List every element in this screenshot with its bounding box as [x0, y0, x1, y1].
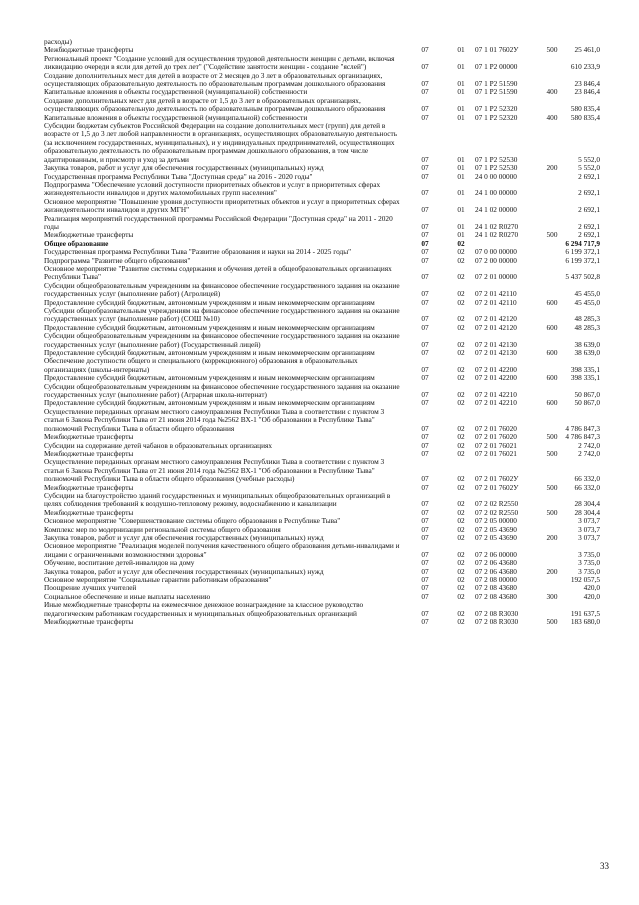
- row-expense-type: [541, 181, 563, 198]
- row-section: 07: [421, 558, 429, 568]
- row-name: Предоставление субсидий бюджетным, автономным учреждениям и иным некоммерческим организациям: [44, 398, 375, 408]
- row-amount: 2 692,1: [578, 205, 600, 215]
- row-target-article: 07 2 01 42200: [475, 364, 517, 374]
- row-amount: 580 835,4: [570, 104, 600, 114]
- row-name: Межбюджетные трансферты: [44, 230, 134, 240]
- row-expense-type: [541, 198, 563, 215]
- row-name: Основное мероприятие "Социальные гарантии работникам образования": [44, 575, 272, 584]
- row-section: 07: [421, 532, 429, 542]
- row-target-article: 07 2 08 43680: [475, 591, 517, 601]
- row-name: Межбюджетные трансферты: [44, 432, 134, 442]
- budget-document: [44, 38, 600, 626]
- row-target-article: 07 2 00 00000: [475, 255, 517, 265]
- row-target-article: 07 2 01 7602У: [475, 482, 519, 492]
- row-expense-type: 300: [546, 591, 558, 601]
- row-section: 07: [421, 339, 429, 349]
- row-name: Обеспечение доступности общего и специального (коррекционного) образования в образовательных организациях (школы-интернаты): [44, 356, 358, 374]
- row-target-article: 07 2 08 00000: [475, 575, 517, 584]
- row-section: 07: [421, 314, 429, 324]
- row-section: 07: [421, 390, 429, 400]
- row-section: 07: [421, 591, 429, 601]
- row-section: 07: [421, 79, 429, 89]
- row-section: 07: [421, 163, 429, 173]
- row-amount: 66 332,0: [574, 474, 600, 484]
- table-row: [44, 383, 600, 400]
- row-subsection: 02: [457, 583, 465, 593]
- row-amount: 50 867,0: [574, 390, 600, 400]
- row-target-article: 24 1 00 00000: [475, 188, 517, 198]
- row-target-article: 07 2 08 R3030: [475, 617, 519, 627]
- row-amount: 2 742,0: [578, 448, 600, 458]
- row-amount: 2 692,1: [578, 188, 600, 198]
- row-name: Осуществление переданных органам местного самоуправления Республики Тыва в соответствии с пунктом 3 статьи 6 Закона Республики Тыва от 21 июня 2014 года №2562 ВХ-1 "Об образовании в Республике Тыва" полномочий Республики Тыва в области общего образования (учебные расходы): [44, 457, 385, 484]
- row-target-article: 07 2 01 42210: [475, 398, 517, 408]
- row-expense-type: [541, 97, 563, 114]
- row-amount: 6 199 372,1: [565, 247, 600, 257]
- row-target-article: 07 2 05 43690: [475, 524, 517, 534]
- row-expense-type: 500: [546, 448, 558, 458]
- row-section: 07: [421, 297, 429, 307]
- row-name: Закупка товаров, работ и услуг для обеспечения государственных (муниципальных) нужд: [44, 532, 324, 542]
- row-target-article: 07 2 01 00000: [475, 272, 517, 282]
- row-target-article: 07 2 01 42130: [475, 339, 517, 349]
- row-section: 07: [421, 448, 429, 458]
- row-section: 07: [421, 255, 429, 265]
- row-expense-type: 600: [546, 297, 558, 307]
- row-expense-type: [541, 282, 563, 299]
- row-subsection: 02: [457, 398, 465, 408]
- row-target-article: 07 2 06 00000: [475, 549, 517, 559]
- row-expense-type: [541, 122, 563, 164]
- row-amount: 191 637,5: [570, 608, 600, 618]
- row-amount: 48 285,3: [574, 314, 600, 324]
- row-amount: 28 304,4: [574, 507, 600, 517]
- row-expense-type: [541, 257, 563, 265]
- row-target-article: 07 2 01 42200: [475, 373, 517, 383]
- row-target-article: 07 2 05 00000: [475, 516, 517, 526]
- row-expense-type: 200: [546, 163, 558, 173]
- row-expense-type: 600: [546, 348, 558, 358]
- row-name: Комплекс мер по модернизации региональной системы общего образования: [44, 524, 281, 534]
- row-section: 07: [421, 230, 429, 240]
- row-section: 07: [421, 104, 429, 114]
- row-target-article: 07 1 P2 52320: [475, 104, 518, 114]
- table-row: [44, 332, 600, 349]
- row-expense-type: 400: [546, 112, 558, 122]
- row-expense-type: [541, 357, 563, 374]
- row-section: 07: [421, 322, 429, 332]
- table-row: [44, 492, 600, 509]
- row-amount: 3 073,7: [578, 524, 600, 534]
- row-amount: 5 552,0: [578, 154, 600, 164]
- row-target-article: 07 2 01 7602У: [475, 474, 519, 484]
- row-amount: 23 846,4: [574, 87, 600, 97]
- row-subsection: 02: [457, 272, 465, 282]
- row-subsection: 01: [457, 221, 465, 231]
- row-name: Межбюджетные трансферты: [44, 617, 134, 627]
- row-subsection: 01: [457, 62, 465, 72]
- row-subsection: 02: [457, 549, 465, 559]
- row-amount: 420,0: [583, 591, 600, 601]
- row-subsection: 02: [457, 348, 465, 358]
- row-amount: 2 692,1: [578, 221, 600, 231]
- row-name: Подпрограмма "Развитие общего образования": [44, 255, 191, 265]
- row-subsection: 02: [457, 423, 465, 433]
- budget-table: [44, 38, 600, 626]
- row-name: Субсидии общеобразовательным учреждениям на финансовое обеспечение государственного задания на оказание государственных услуг (выполнение работ) (Аграрная школа-интернат): [44, 381, 400, 400]
- row-subsection: 01: [457, 230, 465, 240]
- row-target-article: 07 2 01 76021: [475, 448, 517, 458]
- row-expense-type: [541, 173, 563, 181]
- row-expense-type: 500: [546, 507, 558, 517]
- row-section: 07: [421, 398, 429, 408]
- row-expense-type: [541, 55, 563, 72]
- row-subsection: 01: [457, 112, 465, 122]
- row-target-article: 07 2 05 43690: [475, 532, 517, 542]
- row-expense-type: [541, 458, 563, 483]
- row-amount: 48 285,3: [574, 322, 600, 332]
- row-expense-type: 500: [546, 617, 558, 627]
- row-target-article: 07 2 01 42120: [475, 322, 517, 332]
- row-name: Межбюджетные трансферты: [44, 482, 134, 492]
- row-name: Основное мероприятие "Реализация моделей получения качественного общего образования детьми-инвалидами и лицами с ограниченными возможностями здоровья": [44, 541, 400, 559]
- row-section: 07: [421, 364, 429, 374]
- row-subsection: 01: [457, 104, 465, 114]
- row-amount: 3 735,0: [578, 566, 600, 576]
- row-target-article: 07 2 01 76020: [475, 432, 517, 442]
- row-section: 07: [421, 45, 429, 55]
- row-expense-type: 500: [546, 45, 558, 55]
- row-subsection: 02: [457, 390, 465, 400]
- row-expense-type: [541, 240, 563, 248]
- row-amount: 6 294 717,9: [565, 238, 600, 248]
- row-subsection: 02: [457, 364, 465, 374]
- row-target-article: 07 2 01 42110: [475, 289, 517, 299]
- row-amount: 25 461,0: [574, 45, 600, 55]
- row-name: Межбюджетные трансферты: [44, 507, 134, 517]
- table-row: [44, 181, 600, 198]
- row-expense-type: [541, 307, 563, 324]
- row-subsection: 02: [457, 591, 465, 601]
- row-amount: 38 639,0: [574, 348, 600, 358]
- row-name: Межбюджетные трансферты: [44, 45, 134, 55]
- row-target-article: 07 0 00 00000: [475, 247, 517, 257]
- table-row: [44, 231, 600, 239]
- row-target-article: 07 1 P2 52530: [475, 154, 518, 164]
- page-number: 33: [600, 861, 609, 871]
- row-amount: 38 639,0: [574, 339, 600, 349]
- row-name: Иные межбюджетные трансферты на ежемесячное денежное вознаграждение за классное руководство педагогическим работникам государственных и муниципальных общеобразовательных организаций: [44, 600, 364, 618]
- row-section: 07: [421, 583, 429, 593]
- row-target-article: 07 1 P2 51590: [475, 87, 518, 97]
- row-target-article: 07 1 01 7602У: [475, 45, 519, 55]
- row-amount: 3 735,0: [578, 549, 600, 559]
- row-subsection: 02: [457, 314, 465, 324]
- row-expense-type: 500: [546, 230, 558, 240]
- row-name: Субсидии бюджетам субъектов Российской Федерации на создание дополнительных мест (групп) для детей в возрасте от 1,5 до 3 лет любой направленности в организациях, осуществляющих образовательную деятельность (за исключением государственных, муниципальных), и у индивидуальных предпринимателей, осуществляющих образовательную деятельность по образовательным программам дошкольного образования, в том числе адаптированным, и присмотр и уход за детьми: [44, 121, 398, 164]
- row-target-article: 07 2 02 R2550: [475, 507, 519, 517]
- row-expense-type: 200: [546, 532, 558, 542]
- row-name: Субсидии общеобразовательным учреждениям на финансовое обеспечение государственного задания на оказание государственных услуг (выполнение работ) (Агролицей): [44, 280, 400, 299]
- row-amount: 610 233,9: [570, 62, 600, 72]
- row-subsection: 02: [457, 516, 465, 526]
- row-amount: 50 867,0: [574, 398, 600, 408]
- row-amount: 45 455,0: [574, 289, 600, 299]
- table-row: [44, 282, 600, 299]
- row-amount: 5 552,0: [578, 163, 600, 173]
- row-subsection: 02: [457, 339, 465, 349]
- row-amount: 28 304,4: [574, 499, 600, 509]
- table-row: [44, 215, 600, 232]
- row-name: Предоставление субсидий бюджетным, автономным учреждениям и иным некоммерческим организациям: [44, 322, 375, 332]
- row-amount: 580 835,4: [570, 112, 600, 122]
- row-expense-type: [541, 265, 563, 282]
- row-amount: 5 437 502,8: [565, 272, 600, 282]
- row-name: Субсидии общеобразовательным учреждениям на финансовое обеспечение государственного задания на оказание государственных услуг (выполнение работ) (Государственный лицей): [44, 331, 400, 349]
- row-subsection: 02: [457, 474, 465, 484]
- row-expense-type: 200: [546, 566, 558, 576]
- table-row: [44, 458, 600, 483]
- table-row: [44, 55, 600, 72]
- row-expense-type: 600: [546, 398, 558, 408]
- row-subsection: 02: [457, 575, 465, 584]
- table-row: [44, 265, 600, 282]
- row-section: 07: [421, 205, 429, 215]
- table-row: [44, 542, 600, 559]
- row-expense-type: 600: [546, 373, 558, 383]
- row-target-article: 24 1 02 R0270: [475, 221, 519, 231]
- row-name: Основное мероприятие "Повышение уровня доступности приоритетных объектов и услуг в приоритетных сферах жизнедеятельности инвалидов и других МГН": [44, 196, 400, 215]
- row-name: расходы): [44, 37, 72, 46]
- row-subsection: 01: [457, 79, 465, 89]
- row-section: 07: [421, 575, 429, 584]
- row-target-article: 07 2 01 42110: [475, 297, 517, 307]
- row-target-article: 07 2 01 76020: [475, 423, 517, 433]
- row-subsection: 02: [457, 440, 465, 450]
- row-section: 07: [421, 272, 429, 282]
- row-name: Основное мероприятие "Совершенствование системы общего образования в Республике Тыва": [44, 516, 341, 526]
- row-amount: 2 742,0: [578, 440, 600, 450]
- row-subsection: 02: [457, 617, 465, 627]
- row-expense-type: [541, 215, 563, 232]
- row-target-article: 07 2 01 42120: [475, 314, 517, 324]
- row-expense-type: 500: [546, 432, 558, 442]
- table-row: [44, 198, 600, 215]
- row-subsection: 01: [457, 163, 465, 173]
- row-target-article: 07 1 P2 52530: [475, 163, 518, 173]
- row-amount: 6 199 372,1: [565, 255, 600, 265]
- row-target-article: 24 0 00 00000: [475, 171, 517, 181]
- row-name: Закупка товаров, работ и услуг для обеспечения государственных (муниципальных) нужд: [44, 566, 324, 576]
- row-target-article: 07 1 P2 51590: [475, 79, 518, 89]
- row-subsection: 01: [457, 87, 465, 97]
- row-name: Субсидии на содержание детей чабанов в образовательных организациях: [44, 440, 272, 450]
- row-expense-type: 400: [546, 87, 558, 97]
- row-subsection: 01: [457, 171, 465, 181]
- row-expense-type: [541, 72, 563, 89]
- row-amount: 4 786 847,3: [565, 432, 600, 442]
- row-section: 07: [421, 440, 429, 450]
- row-name: Социальное обеспечение и иные выплаты населению: [44, 591, 211, 601]
- table-row: [44, 97, 600, 114]
- row-expense-type: [541, 542, 563, 559]
- row-name: Поощрение лучших учителей: [44, 583, 137, 593]
- row-target-article: 07 2 06 43680: [475, 566, 517, 576]
- row-amount: 420,0: [583, 583, 600, 593]
- row-section: 07: [421, 507, 429, 517]
- row-expense-type: [541, 332, 563, 349]
- table-row: [44, 72, 600, 89]
- row-subsection: 02: [457, 608, 465, 618]
- row-section: 07: [421, 516, 429, 526]
- row-target-article: 07 2 08 R3030: [475, 608, 519, 618]
- row-expense-type: [541, 248, 563, 256]
- row-target-article: 24 1 02 R0270: [475, 230, 519, 240]
- row-amount: 192 057,5: [570, 575, 600, 584]
- row-section: 07: [421, 373, 429, 383]
- row-amount: 398 335,1: [570, 373, 600, 383]
- row-section: 07: [421, 348, 429, 358]
- row-name: Осуществление переданных органам местного самоуправления Республики Тыва в соответствии с пунктом 3 статьи 6 Закона Республики Тыва от 21 июня 2014 года №2562 ВХ-1 "Об образовании в Республике Тыва" полномочий Республики Тыва в области общего образования: [44, 406, 385, 433]
- row-section: 07: [421, 247, 429, 257]
- row-subsection: 02: [457, 373, 465, 383]
- row-subsection: 02: [457, 566, 465, 576]
- row-section: 07: [421, 238, 429, 248]
- row-target-article: 07 1 P2 52320: [475, 112, 518, 122]
- table-row: [44, 122, 600, 164]
- row-amount: 23 846,4: [574, 79, 600, 89]
- row-target-article: 07 2 06 43680: [475, 558, 517, 568]
- row-target-article: 24 1 02 00000: [475, 205, 517, 215]
- row-subsection: 02: [457, 482, 465, 492]
- row-section: 07: [421, 608, 429, 618]
- row-name: Субсидии на благоустройство зданий государственных и муниципальных общеобразовательных организаций в целях соблюдения требований к воздушно-тепловому режиму, водоснабжению и канализации: [44, 490, 391, 509]
- row-amount: 2 692,1: [578, 230, 600, 240]
- row-target-article: 07 2 01 42130: [475, 348, 517, 358]
- row-section: 07: [421, 171, 429, 181]
- row-amount: 3 073,7: [578, 516, 600, 526]
- row-name: Предоставление субсидий бюджетным, автономным учреждениям и иным некоммерческим организациям: [44, 348, 375, 358]
- row-target-article: 07 2 01 42210: [475, 390, 517, 400]
- row-expense-type: [541, 383, 563, 400]
- table-row: [44, 307, 600, 324]
- row-section: 07: [421, 617, 429, 627]
- row-expense-type: [541, 601, 563, 618]
- row-expense-type: [541, 517, 563, 525]
- row-section: 07: [421, 566, 429, 576]
- row-name: Капитальные вложения в объекты государственной (муниципальной) собственности: [44, 112, 308, 122]
- row-amount: 3 735,0: [578, 558, 600, 568]
- table-row: [44, 357, 600, 374]
- row-amount: 66 332,0: [574, 482, 600, 492]
- row-name: Субсидии общеобразовательным учреждениям на финансовое обеспечение государственного задания на оказание государственных услуг (выполнение работ) (СОШ №10): [44, 306, 400, 324]
- row-amount: 3 073,7: [578, 532, 600, 542]
- row-section: 07: [421, 188, 429, 198]
- row-subsection: 02: [457, 558, 465, 568]
- row-subsection: 01: [457, 45, 465, 55]
- row-name: Предоставление субсидий бюджетным, автономным учреждениям и иным некоммерческим организациям: [44, 373, 375, 383]
- row-subsection: 02: [457, 297, 465, 307]
- row-section: 07: [421, 482, 429, 492]
- row-target-article: 07 2 01 76021: [475, 440, 517, 450]
- row-subsection: 01: [457, 205, 465, 215]
- table-row: [44, 601, 600, 618]
- row-section: 07: [421, 524, 429, 534]
- row-name: Создание дополнительных мест для детей в возрасте от 2 месяцев до 3 лет в образовательных организациях, осуществляющих образовательную деятельность по образовательным программам дошкольного образования: [44, 70, 386, 89]
- row-subsection: 02: [457, 255, 465, 265]
- row-name: Предоставление субсидий бюджетным, автономным учреждениям и иным некоммерческим организациям: [44, 297, 375, 307]
- row-target-article: 07 1 P2 00000: [475, 62, 518, 72]
- row-section: 07: [421, 549, 429, 559]
- row-subsection: 01: [457, 154, 465, 164]
- row-name: Основное мероприятие "Развитие системы содержания и обучения детей в общеобразовательных организациях Республики Тыва": [44, 263, 392, 282]
- row-subsection: 02: [457, 507, 465, 517]
- row-subsection: 02: [457, 532, 465, 542]
- row-section: 07: [421, 154, 429, 164]
- row-subsection: 02: [457, 432, 465, 442]
- row-expense-type: [541, 408, 563, 433]
- row-name: Обучение, воспитание детей-инвалидов на дому: [44, 558, 195, 568]
- row-name: Подпрограмма "Обеспечение условий доступности приоритетных объектов и услуг в приоритетных сферах жизнедеятельности инвалидов и других маломобильных групп населения": [44, 179, 381, 198]
- row-name: Реализация мероприятий государственной программы Российской Федерации "Доступная среда" на 2011 - 2020 годы: [44, 213, 393, 231]
- row-target-article: 07 2 08 43680: [475, 583, 517, 593]
- row-subsection: 02: [457, 499, 465, 509]
- row-section: 07: [421, 474, 429, 484]
- row-amount: 2 692,1: [578, 171, 600, 181]
- row-name: Государственная программа Республики Тыва "Развитие образования и науки на 2014 - 2025 годы": [44, 247, 352, 257]
- row-name: Капитальные вложения в объекты государственной (муниципальной) собственности: [44, 87, 308, 97]
- row-subsection: 01: [457, 188, 465, 198]
- row-name: Государственная программа Республики Тыва "Доступная среда" на 2016 - 2020 годы": [44, 171, 313, 181]
- row-amount: 398 335,1: [570, 364, 600, 374]
- row-section: 07: [421, 423, 429, 433]
- row-target-article: 07 2 02 R2550: [475, 499, 519, 509]
- row-subsection: 02: [457, 448, 465, 458]
- row-section: 07: [421, 221, 429, 231]
- row-name: Общее образование: [44, 238, 109, 248]
- row-name: Закупка товаров, работ и услуг для обеспечения государственных (муниципальных) нужд: [44, 163, 324, 173]
- row-amount: 183 680,0: [570, 617, 600, 627]
- row-subsection: 02: [457, 289, 465, 299]
- row-section: 07: [421, 289, 429, 299]
- table-row: [44, 408, 600, 433]
- row-expense-type: 600: [546, 322, 558, 332]
- row-section: 07: [421, 87, 429, 97]
- row-name: Создание дополнительных мест для детей в возрасте от 1,5 до 3 лет в образовательных организациях, осуществляющих образовательную деятельность по образовательным программам дошкольного образования: [44, 95, 386, 114]
- row-section: 07: [421, 432, 429, 442]
- row-section: 07: [421, 62, 429, 72]
- row-subsection: 02: [457, 238, 465, 248]
- row-subsection: 02: [457, 247, 465, 257]
- row-subsection: 02: [457, 322, 465, 332]
- row-name: Региональный проект "Создание условий для осуществления трудовой деятельности женщин с детьми, включая ликвидацию очереди в ясли для детей до трех лет" ("Содействие занятости женщин - создание "яслей"): [44, 53, 395, 72]
- row-section: 07: [421, 499, 429, 509]
- row-amount: 4 786 847,3: [565, 423, 600, 433]
- row-section: 07: [421, 112, 429, 122]
- row-amount: 45 455,0: [574, 297, 600, 307]
- row-expense-type: 500: [546, 482, 558, 492]
- table-row: [44, 618, 600, 626]
- row-expense-type: [541, 576, 563, 584]
- row-name: Межбюджетные трансферты: [44, 448, 134, 458]
- row-expense-type: [541, 492, 563, 509]
- row-subsection: 02: [457, 524, 465, 534]
